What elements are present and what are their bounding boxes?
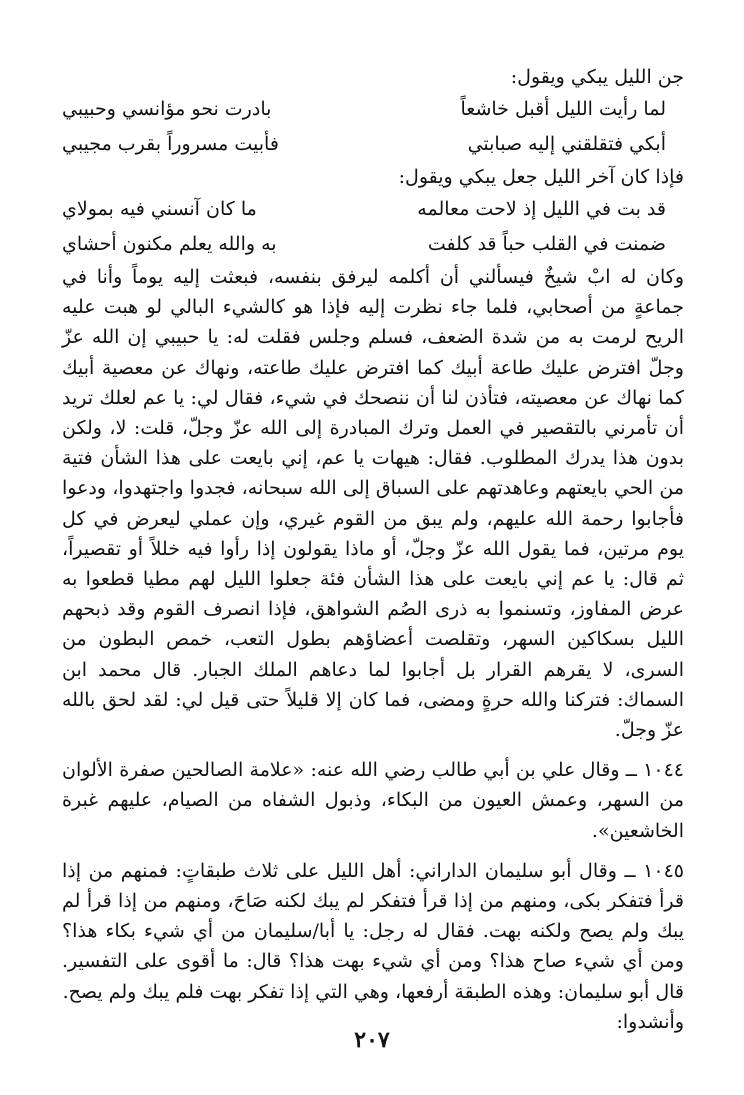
verse-second-half: ما كان آنسني فيه بمولاي [62, 198, 257, 220]
verse-second-half: فأبيت مسروراً بقرب مجيبي [62, 133, 279, 155]
verse-first-half: لما رأيت الليل أقبل خاشعاً [460, 98, 666, 120]
verse-second-half: بادرت نحو مؤانسي وحبيبي [62, 98, 272, 120]
closing-line: وأنشدوا: [616, 1010, 684, 1033]
page-number: ٢٠٧ [354, 1027, 390, 1053]
intro-line: جن الليل يبكي ويقول: [510, 66, 684, 88]
story-paragraph: وكان له ابْ شيخٌ فيسألني أن أكلمه ليرفق بنفسه، فبعثت إليه يوماً وأنا في جماعةٍ من أصحابي، فلما جاء نظرت إليه فإذا هو كالشيء البالي لو هبت عليه الريح لرمت به من شدة الضعف، فسلم وجلس فقلت له: يا حبيبي إن الله عزّ وجلّ افترض عليك طاعة أبيك كما افترض عليك طاعته، ونهاك عن معصية أبيك كما نهاك عن معصيته، فتأذن لنا أن ننصحك في شيء، فقال لي: يا عم لعلك تريد أن تأمرني بالتقصير في العمل وترك المبادرة إلى الله عزّ وجلّ، قلت: لا، ولكن بدون هذا يدرك المطلوب. فقال: هيهات يا عم، إني بايعت على هذا الشأن فتية من الحي بايعتهم وعاهدتهم على السباق إلى الله سبحانه، فجدوا واجتهدوا، ودعوا فأجابوا رحمة الله عليهم، ولم يبق من القوم غيري، وإن عملي ليعرض في كل يوم مرتين، فما يقول الله عزّ وجلّ، أو ماذا يقولون إذا رأوا فيه خللاً أو تقصيراً، ثم قال: يا عم إني بايعت على هذا الشأن فئة جعلوا الليل لهم مطيا قطعوا به عرض المفاوز، وتسنموا به ذرى الصُم الشواهق، فإذا انصرف القوم وقد ذبحهم الليل بسكاكين السهر، وتقلصت أعضاؤهم بطول التعب، خمص البطون من السرى، لا يقرهم القرار بل أجابوا لما دعاهم الملك الجبار. قال محمد ابن السماك: فتركنا والله حرةٍ ومضى، فما كان إلا قليلاً حتى قيل لي: لقد لحق بالله عزّ وجلّ. [62, 266, 684, 742]
poem2-verse [62, 227, 684, 262]
poem1-verse [62, 92, 684, 127]
verse-second-half: به والله يعلم مكنون أحشاي [62, 233, 277, 255]
poem2-intro: فإذا كان آخر الليل جعل يبكي ويقول: [398, 166, 684, 188]
verse-first-half: قد بت في الليل إذ لاحت معالمه [417, 198, 666, 220]
verse-first-half: ضمنت في القلب حباً قد كلفت [427, 233, 666, 255]
poem1-verse [62, 127, 684, 162]
numbered-paragraph-1045: ١٠٤٥ ــ وقال أبو سليمان الداراني: أهل الليل على ثلاث طبقاتٍ: فمنهم من إذا قرأ فتفكر بكى، ومنهم من إذا قرأ فتفكر لم يبك لكنه صَاحَ، ومنهم من إذا قرأ لم يبك ولم يصح ولكنه بهت. فقال له رجل: يا أبا/سليمان من أي شيء بكاء هذا؟ ومن أي شيء صاح هذا؟ ومن أي شيء بهت هذا؟ قال: ما أقوى على التفسير. قال أبو سليمان: وهذه الطبقة أرفعها، وهي التي إذا تفكر بهت فلم يبك ولم يصح. [62, 859, 684, 1003]
numbered-paragraph-1044: ١٠٤٤ ــ وقال علي بن أبي طالب رضي الله عنه: «علامة الصالحين صفرة الألوان من السهر، وعمش العيون من البكاء، وذبول الشفاه من الصيام، عليهم غبرة الخاشعين». [62, 759, 684, 842]
verse-first-half: أبكي فتقلقني إليه صبابتي [467, 133, 666, 155]
poem2-verse [62, 192, 684, 227]
